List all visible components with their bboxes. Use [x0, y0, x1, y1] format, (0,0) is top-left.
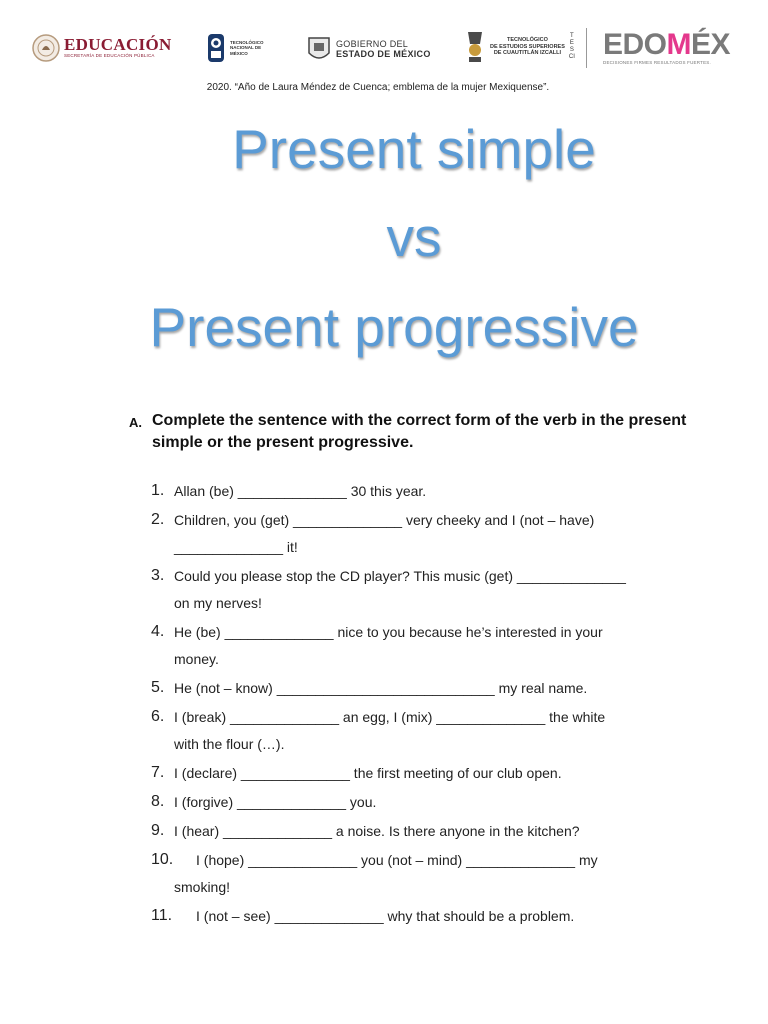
exercise-number: 5.: [151, 679, 165, 696]
exercise-text-line1: I (break) ______________ an egg, I (mix) ______________ the white: [174, 709, 606, 725]
edomex-logo: [603, 30, 730, 66]
tecnm-text: TECNOLÓGICO NACIONAL DE MÉXICO: [230, 39, 264, 56]
exercise-text-line1: Could you please stop the CD player? This music (get) ______________: [174, 568, 626, 584]
section-letter: A.: [129, 415, 142, 430]
tesci-vertical: TESCI: [568, 33, 575, 60]
exercise-number: 11.: [151, 907, 173, 924]
exercise-text-line1: I (declare) ______________ the first meeting of our club open.: [174, 765, 562, 781]
exercise-text-line2: smoking!: [174, 879, 231, 895]
gobierno-shield-icon: [307, 35, 331, 63]
tesci-line3: DE CUAUTITLÁN IZCALLI: [493, 50, 562, 57]
header-logos: [0, 26, 768, 74]
exercise-number: 9.: [151, 822, 165, 839]
edomex-title: EDOMÉX: [603, 28, 731, 61]
exercise-number: 6.: [151, 708, 165, 725]
title-line-2: vs: [386, 206, 442, 268]
logo-divider: [586, 28, 587, 68]
exercise-text-line1: I (hope) ______________ you (not – mind) ______________ my: [196, 852, 598, 868]
exercise-number: 4.: [151, 623, 165, 640]
exercise-number: 7.: [151, 764, 165, 781]
exercise-text-line1: He (be) ______________ nice to you because he’s interested in your: [174, 624, 603, 640]
mexico-seal-icon: [32, 34, 60, 62]
title-line-3: Present progressive: [149, 296, 639, 358]
exercise-number: 1.: [151, 482, 165, 499]
instruction-text: Complete the sentence with the correct form of the verb in the present simple or the present progressive.: [152, 412, 687, 451]
section-a-instruction: [129, 410, 689, 454]
edomex-subtitle: DECISIONES FIRMES RESULTADOS FUERTES.: [603, 60, 711, 65]
tesci-emblem-icon: [464, 30, 486, 64]
exercise-text-line1: I (hear) ______________ a noise. Is there anyone in the kitchen?: [174, 823, 580, 839]
exercise-number: 2.: [151, 511, 165, 528]
educacion-logo: [32, 34, 172, 62]
exercise-text-line2: on my nerves!: [174, 595, 262, 611]
title-line-1: Present simple: [232, 118, 596, 180]
exercise-text-line2: money.: [174, 651, 219, 667]
educacion-subtitle: SECRETARÍA DE EDUCACIÓN PÚBLICA: [64, 53, 155, 58]
exercise-text-line1: Allan (be) ______________ 30 this year.: [174, 483, 427, 499]
tesci-line1: TECNOLÓGICO: [506, 37, 548, 44]
exercise-text-line1: I (forgive) ______________ you.: [174, 794, 377, 810]
exercise-text-line2: with the flour (…).: [174, 736, 285, 752]
exercise-text-line2: ______________ it!: [174, 539, 298, 555]
exercise-number: 3.: [151, 567, 165, 584]
exercise-text-line1: Children, you (get) ______________ very cheeky and I (not – have): [174, 512, 595, 528]
gobierno-line1: GOBIERNO DEL: [336, 39, 409, 49]
educacion-title: EDUCACIÓN: [64, 35, 172, 54]
year-motto: 2020. “Año de Laura Méndez de Cuenca; emblema de la mujer Mexiquense”.: [206, 82, 550, 93]
exercise-text-line1: I (not – see) ______________ why that should be a problem.: [196, 908, 575, 924]
tesci-logo: [464, 30, 575, 64]
exercise-number: 8.: [151, 793, 165, 810]
tecnm-gear-icon: [205, 32, 227, 64]
tesci-line2: DE ESTUDIOS SUPERIORES: [490, 43, 565, 50]
exercise-text-line1: He (not – know) ____________________________ my real name.: [174, 680, 588, 696]
exercise-number: 10.: [151, 851, 174, 868]
tecnm-logo: [205, 32, 266, 64]
gobierno-logo: [307, 35, 431, 63]
gobierno-line2: ESTADO DE MÉXICO: [336, 49, 431, 59]
